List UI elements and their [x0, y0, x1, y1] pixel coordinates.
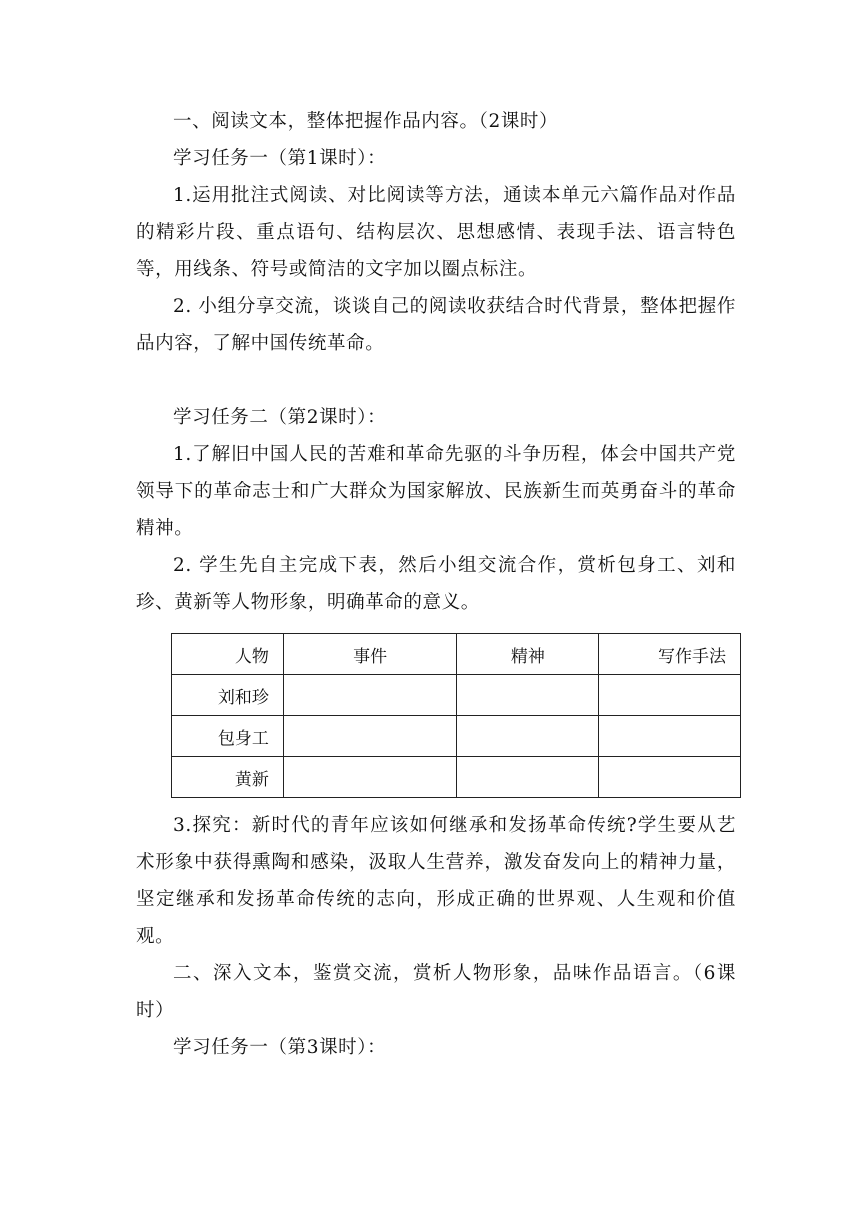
table [171, 633, 741, 798]
task-heading-2: 学习任务二（第2课时）： [173, 407, 387, 428]
table-row [172, 675, 741, 716]
task-2-item-1: 1.了解旧中国人民的苦难和革命先驱的斗争历程，体会中国共产党领导下的革命志士和广大群众为国家解放、民族新生而英勇奋斗的革命精神。 [136, 444, 736, 539]
section-heading-1: 一、阅读文本，整体把握作品内容。（2课时） [173, 111, 559, 132]
table-cell [283, 716, 457, 757]
table-cell [457, 716, 599, 757]
table-cell [457, 675, 599, 716]
task-1-item-1: 1.运用批注式阅读、对比阅读等方法，通读本单元六篇作品对作品的精彩片段、重点语句、结构层次、思想感情、表现手法、语言特色等，用线条、符号或简洁的文字加以圈点标注。 [136, 185, 736, 280]
table-cell: 包身工 [172, 716, 284, 757]
paragraph-spacer [136, 362, 736, 399]
task-1-item-2: 2. 小组分享交流，谈谈自己的阅读收获结合时代背景，整体把握作品内容，了解中国传统革命。 [136, 296, 736, 354]
table-cell [283, 757, 457, 798]
document-body [136, 103, 736, 1066]
task-heading-3: 学习任务一（第3课时）： [173, 1037, 387, 1058]
table-header-row [172, 634, 741, 675]
table-row [172, 757, 741, 798]
table-cell [599, 716, 741, 757]
table-header-cell: 写作手法 [599, 634, 741, 675]
table-header-cell: 人物 [172, 634, 284, 675]
table-cell: 刘和珍 [172, 675, 284, 716]
after-table-section [136, 807, 736, 1066]
character-analysis-table [171, 633, 741, 801]
table-cell: 黄新 [172, 757, 284, 798]
task-heading-1: 学习任务一（第1课时）： [173, 148, 387, 169]
table-header-cell: 事件 [283, 634, 457, 675]
task-2-item-3: 3.探究：新时代的青年应该如何继承和发扬革命传统?学生要从艺术形象中获得熏陶和感染，汲取人生营养，激发奋发向上的精神力量，坚定继承和发扬革命传统的志向，形成正确的世界观、人生观和价值观。 [136, 815, 736, 947]
table-header-cell: 精神 [457, 634, 599, 675]
table-cell [457, 757, 599, 798]
table-row [172, 716, 741, 757]
section-heading-2: 二、深入文本，鉴赏交流，赏析人物形象，品味作品语言。（6课时） [136, 963, 736, 1021]
table-cell [283, 675, 457, 716]
table-cell [599, 675, 741, 716]
task-2-item-2: 2. 学生先自主完成下表，然后小组交流合作，赏析包身工、刘和珍、黄新等人物形象，明确革命的意义。 [136, 555, 736, 613]
table-cell [599, 757, 741, 798]
